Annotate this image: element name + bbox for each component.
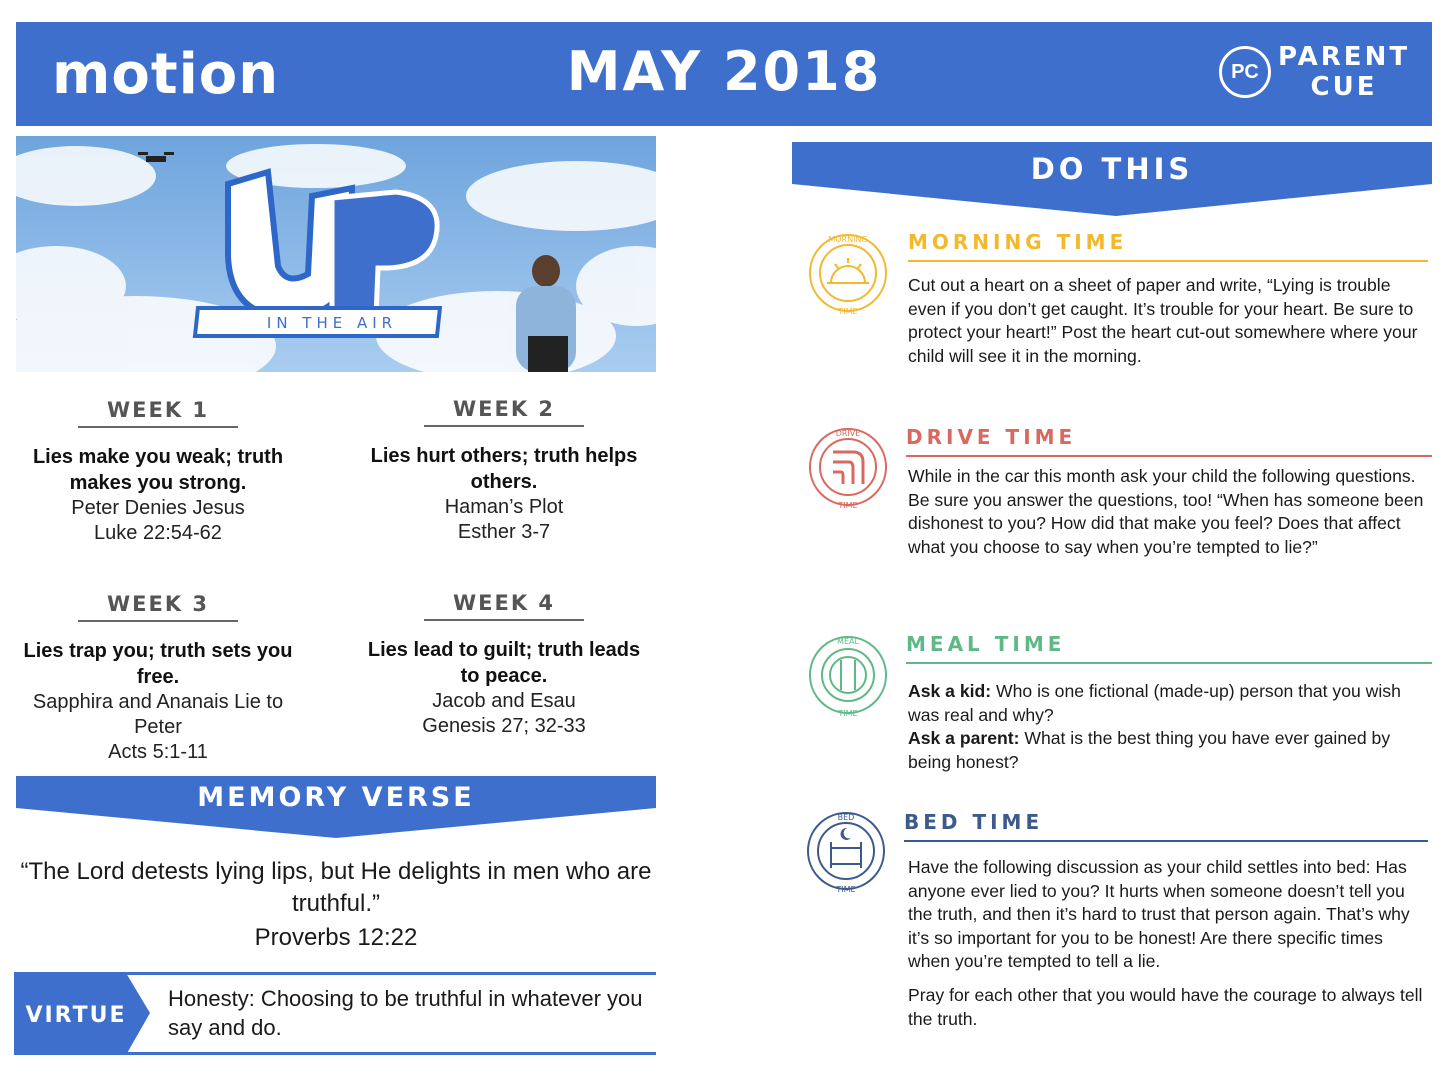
drive-badge-bottom: TIME xyxy=(838,501,858,510)
meal-time-body xyxy=(908,680,1428,774)
meal-time-icon xyxy=(803,630,893,720)
week-4-card xyxy=(359,591,649,739)
week-3-story: Sapphira and Ananais Lie to Peter xyxy=(32,691,284,738)
morning-time-body: Cut out a heart on a sheet of paper and write, “Lying is trouble even if you don’t get caught. It’s trouble for your heart. Be sure to protect your heart!” Post the heart cut-out somewhere where your child will see it in the morning. xyxy=(908,275,1418,366)
week-4-label: WEEK 4 xyxy=(424,591,584,621)
morning-time-title: MORNING TIME xyxy=(908,230,1428,262)
up-logo xyxy=(195,172,440,336)
do-this-title: DO THIS xyxy=(1030,152,1194,186)
week-2-story: Haman’s Plot xyxy=(444,496,564,518)
week-1-reference: Luke 22:54-62 xyxy=(94,522,222,544)
week-2-label: WEEK 2 xyxy=(424,397,584,427)
virtue-text: Honesty: Choosing to be truthful in whatever you say and do. xyxy=(168,986,643,1040)
week-3-reference: Acts 5:1-11 xyxy=(108,741,208,763)
drive-badge-top: DRIVE xyxy=(835,429,861,438)
memory-verse-reference: Proverbs 12:22 xyxy=(254,924,418,951)
week-1-label: WEEK 1 xyxy=(78,398,238,428)
week-1-theme: Lies make you weak; truth makes you strong. xyxy=(32,446,284,494)
bed-time-paragraph-1: Have the following discussion as your child settles into bed: Has anyone ever lied to you? It hurts when someone doesn’t tell you the truth, and then it’s hard to trust that person again. That’s why it’s so important for you to be honest! Are there specific times when you’re tempted to tell a lie. xyxy=(908,857,1410,972)
week-2-reference: Esther 3-7 xyxy=(457,521,551,543)
virtue-badge xyxy=(14,973,154,1055)
meal-parent-text: What is the best thing you have ever gained by being honest? xyxy=(908,728,1391,772)
week-3-label: WEEK 3 xyxy=(78,592,238,622)
meal-kid-label: Ask a kid: xyxy=(908,681,992,701)
parent-cue-line2: CUE xyxy=(1310,72,1378,102)
week-3-theme: Lies trap you; truth sets you free. xyxy=(23,640,293,688)
meal-kid-text: Who is one fictional (made-up) person that you wish was real and why? xyxy=(908,681,1401,725)
meal-parent-label: Ask a parent: xyxy=(908,728,1020,749)
week-1-card xyxy=(13,398,303,546)
series-hero-image xyxy=(16,136,656,372)
meal-badge-bottom: TIME xyxy=(838,709,858,718)
bed-time-title: BED TIME xyxy=(904,810,1428,842)
morning-time-icon xyxy=(803,228,893,318)
parent-cue-logo xyxy=(1278,42,1410,102)
memory-verse-banner xyxy=(16,776,656,840)
morning-badge-bottom: TIME xyxy=(838,307,858,316)
motion-logo: motion xyxy=(52,42,280,107)
week-2-theme: Lies hurt others; truth helps others. xyxy=(370,445,638,493)
parent-cue-icon: PC xyxy=(1219,46,1271,98)
bed-time-body xyxy=(908,856,1428,1031)
week-1-story: Peter Denies Jesus xyxy=(71,497,245,519)
header-banner xyxy=(16,22,1432,126)
drive-time-body: While in the car this month ask your child the following questions. Be sure you answer the questions, too! “When has someone been dishonest to you? How did that make you feel? Does that affect what you choose to say when you’re tempted to lie?” xyxy=(908,466,1424,557)
morning-badge-top: MORNING xyxy=(828,235,868,244)
virtue-label: VIRTUE xyxy=(25,1003,127,1028)
memory-verse-title: MEMORY VERSE xyxy=(197,782,475,813)
meal-time-title: MEAL TIME xyxy=(906,632,1432,664)
parent-cue-line1: PARENT xyxy=(1278,42,1411,72)
memory-verse-text: “The Lord detests lying lips, but He delights in men who are truthful.” xyxy=(20,858,652,917)
meal-parent-question xyxy=(908,727,1428,774)
drive-time-icon xyxy=(803,422,893,512)
bed-time-icon xyxy=(801,806,891,896)
week-2-card xyxy=(359,397,649,545)
week-4-theme: Lies lead to guilt; truth leads to peace. xyxy=(367,639,641,687)
page-title: MAY 2018 xyxy=(566,40,882,103)
week-4-story: Jacob and Esau xyxy=(432,690,576,712)
week-4-reference: Genesis 27; 32-33 xyxy=(422,715,586,737)
bed-time-paragraph-2: Pray for each other that you would have the courage to always tell the truth. xyxy=(908,984,1423,1029)
series-tagline: IN THE AIR xyxy=(266,314,398,332)
meal-kid-question xyxy=(908,680,1428,727)
bed-badge-bottom: TIME xyxy=(836,885,856,894)
week-3-card xyxy=(13,592,303,765)
meal-badge-top: MEAL xyxy=(837,637,859,646)
bed-badge-top: BED xyxy=(837,813,855,822)
hero-illustration xyxy=(16,136,656,372)
drive-time-title: DRIVE TIME xyxy=(906,425,1432,457)
do-this-banner xyxy=(792,142,1432,216)
